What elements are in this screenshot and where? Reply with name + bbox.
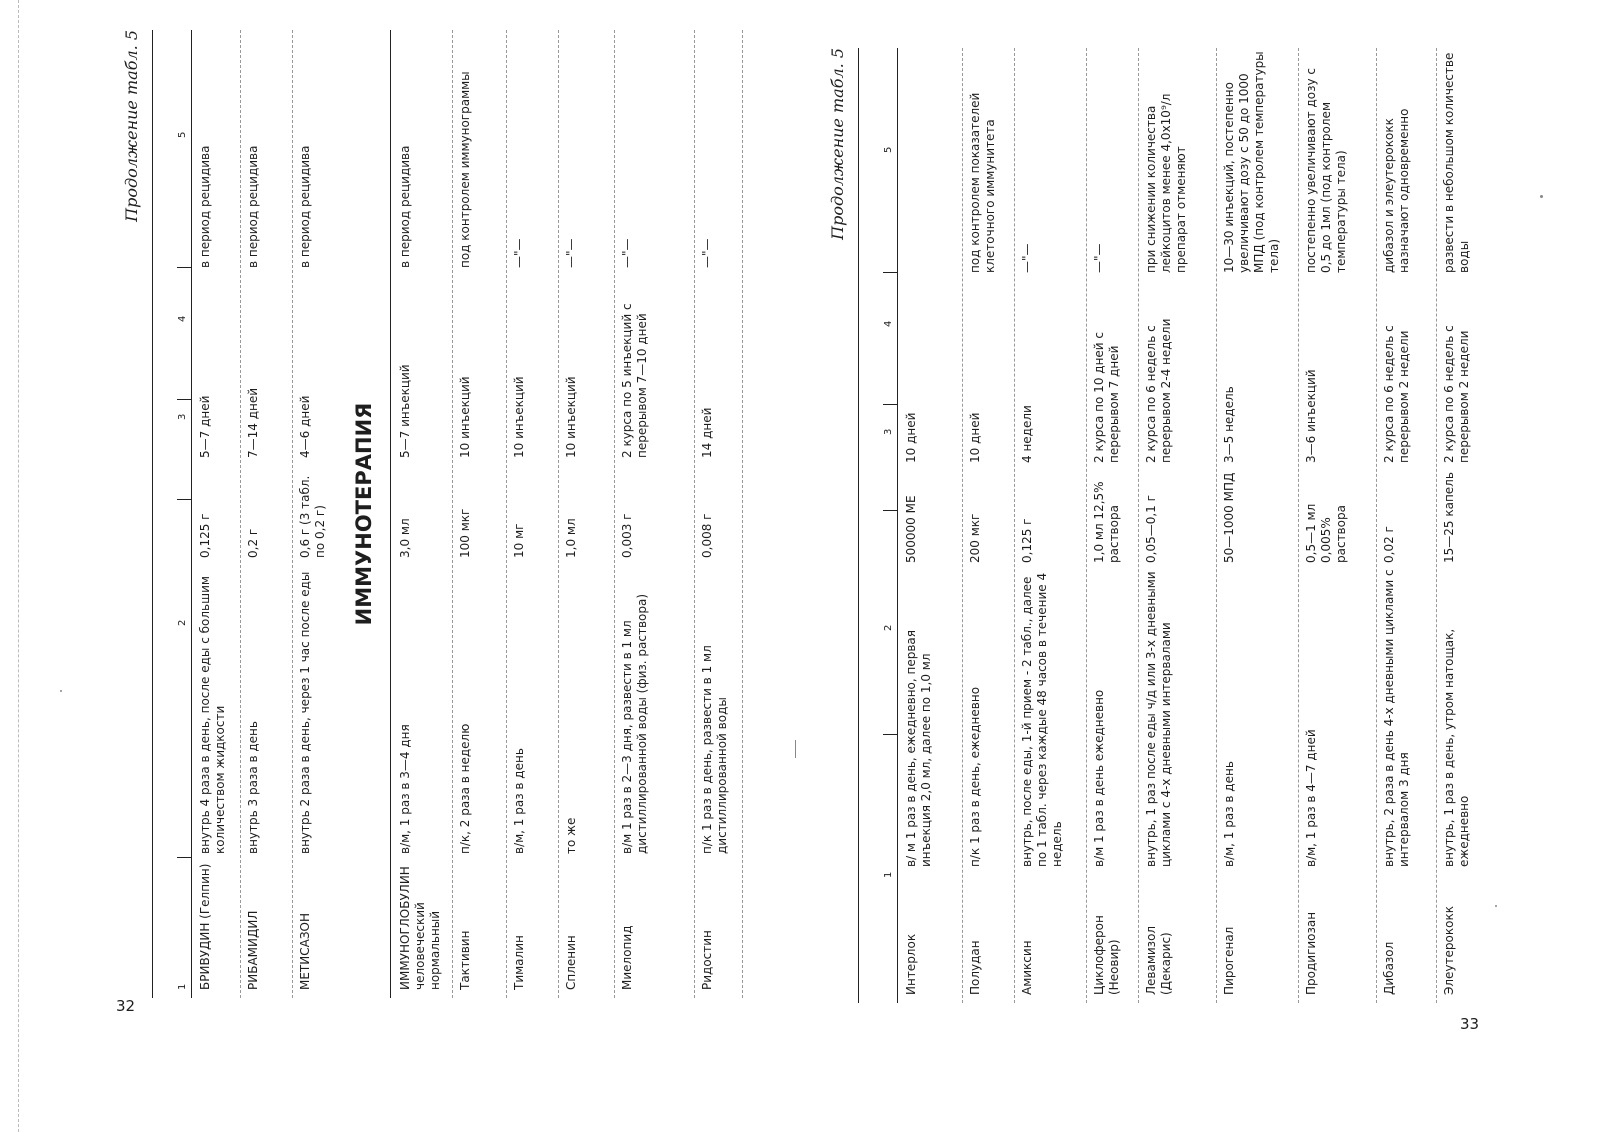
cell-drug: Тактивин (458, 930, 472, 990)
cell-drug: Амиксин (1020, 940, 1034, 995)
cell-route: в/м 1 раз в день ежедневно (1092, 689, 1106, 867)
scan-speck (1495, 905, 1497, 907)
table-row (292, 30, 346, 998)
header-col-5: 5 (883, 146, 894, 153)
cell-dose: 0,02 г (1382, 526, 1396, 563)
table-row (1014, 48, 1087, 1003)
cell-notes: под контролем показателей клеточного иммунитета (968, 92, 997, 273)
cell-duration: 5—7 инъекций (398, 364, 412, 458)
cell-duration: 14 дней (700, 407, 714, 458)
header-col-2: 2 (883, 624, 894, 631)
cell-notes: —"— (700, 238, 714, 268)
cell-duration: 5—7 дней (198, 395, 212, 458)
cell-drug: РИБАМИДИЛ (246, 910, 260, 990)
cell-route: в/м, 1 раз в день (512, 748, 526, 854)
cell-notes: в период рецидива (198, 145, 212, 268)
cell-notes: —"— (564, 238, 578, 268)
cell-dose: 3,0 мл (398, 518, 412, 558)
cell-notes: 10—30 инъекций, постепенно увеличивают дозу с 50 до 1000 МПД (под контролем температуры тела) (1222, 51, 1281, 273)
table-header (152, 30, 192, 998)
cell-route: п/к, 2 раза в неделю (458, 723, 472, 854)
cell-drug: Миелопид (620, 925, 634, 990)
cell-notes: в период рецидива (246, 145, 260, 268)
header-col-1: 1 (883, 871, 894, 878)
section-heading: ИММУНОТЕРАПИЯ (352, 402, 376, 626)
header-col-1: 1 (177, 983, 188, 990)
scan-speck (795, 740, 796, 758)
cell-route: внутрь 2 раза в день, через 1 час после еды (298, 571, 312, 854)
cell-duration: 10 инъекций (512, 376, 526, 458)
cell-dose: 15—25 капель (1442, 472, 1456, 563)
cell-dose: 1,0 мл (564, 518, 578, 558)
table-caption: Продолжение табл. 5 (828, 48, 847, 240)
cell-notes: —"— (512, 238, 526, 268)
header-col-4: 4 (177, 315, 188, 322)
page-number-left: 32 (116, 997, 136, 1015)
cell-drug: Пирогенал (1222, 926, 1236, 995)
cell-notes: —"— (620, 238, 634, 268)
cell-route: п/к 1 раз в день, развести в 1 мл дистиллированной воды (700, 645, 729, 854)
cell-drug: Продигиозан (1304, 911, 1318, 995)
cell-notes: —"— (1092, 243, 1106, 273)
cell-route: внутрь, 2 раза в день 4-х дневными циклами с интервалом 3 дня (1382, 569, 1411, 867)
table-row (392, 30, 453, 998)
table-row (1216, 48, 1299, 1003)
table-row (1436, 48, 1471, 1003)
table-row (558, 30, 615, 998)
cell-duration: 7—14 дней (246, 387, 260, 458)
scan-margin-line (18, 0, 19, 1132)
cell-duration: 4—6 дней (298, 395, 312, 458)
cell-dose: 0,2 г (246, 528, 260, 558)
header-col-5: 5 (177, 131, 188, 138)
cell-dose: 50—1000 МПД (1222, 472, 1236, 563)
cell-dose: 0,5—1 мл 0,005% раствора (1304, 503, 1348, 563)
scan-speck (1540, 195, 1543, 198)
cell-route: внутрь, 1 раз после еды ч/д или 3-х дневными циклами с 4-х дневными интервалами (1144, 571, 1173, 867)
cell-duration: 2 курса по 5 инъекций с перерывом 7—10 дней (620, 303, 649, 458)
cell-drug: Ридостин (700, 930, 714, 990)
table-row (192, 30, 241, 998)
cell-route: внутрь, после еды, 1-й прием - 2 табл., далее по 1 табл. через каждые 48 часов в течение 4 недель (1020, 572, 1064, 867)
page-number-right: 33 (1460, 1015, 1480, 1033)
cell-drug: Тималин (512, 935, 526, 990)
cell-duration: 10 инъекций (564, 376, 578, 458)
table-row (1298, 48, 1377, 1003)
table-row (506, 30, 559, 998)
cell-route: внутрь 4 раза в день, после еды с большим количеством жидкости (198, 576, 227, 854)
header-col-2: 2 (177, 619, 188, 626)
table-row (962, 48, 1015, 1003)
cell-duration: 2 курса по 6 недель с перерывом 2 недели (1382, 325, 1411, 463)
cell-dose: 500000 МЕ (904, 495, 918, 563)
cell-dose: 10 мг (512, 523, 526, 558)
table-row (1086, 48, 1139, 1003)
cell-notes: при снижении количества лейкоцитов менее 4,0х10⁹/л препарат отменяют (1144, 93, 1188, 273)
cell-notes: в период рецидива (398, 145, 412, 268)
table-row (694, 30, 743, 998)
cell-route: в/м 1 раз в 2—3 дня, развести в 1 мл дистиллированной воды (физ. раствора) (620, 593, 649, 854)
cell-route: в/м, 1 раз в 4—7 дней (1304, 729, 1318, 867)
table-row (452, 30, 507, 998)
cell-duration: 4 недели (1020, 405, 1034, 463)
table-row (898, 48, 963, 1003)
cell-drug: МЕТИСАЗОН (298, 913, 312, 990)
header-col-3: 3 (883, 428, 894, 435)
cell-route: в/м, 1 раз в день (1222, 761, 1236, 867)
cell-dose: 0,6 г (3 табл. по 0,2 г) (298, 475, 327, 558)
cell-drug: Левамизол (Декарис) (1144, 925, 1173, 995)
cell-drug: Циклоферон (Неовир) (1092, 915, 1121, 995)
cell-notes: развести в небольшом количестве воды (1442, 52, 1471, 273)
cell-dose: 0,05—0,1 г (1144, 495, 1158, 563)
cell-drug: Интерлок (904, 933, 918, 995)
cell-dose: 0,003 г (620, 513, 634, 558)
cell-duration: 10 дней (968, 412, 982, 463)
header-col-4: 4 (883, 320, 894, 327)
cell-drug: БРИВУДИН (Гелпин) (198, 863, 212, 990)
cell-route: в/м, 1 раз в 3—4 дня (398, 724, 412, 854)
table-row (1376, 48, 1437, 1003)
cell-dose: 0,008 г (700, 513, 714, 558)
cell-duration: 3—5 недель (1222, 386, 1236, 463)
cell-notes: в период рецидива (298, 145, 312, 268)
cell-drug: Полудан (968, 940, 982, 995)
cell-drug: Дибазол (1382, 941, 1396, 995)
cell-duration: 10 дней (904, 412, 918, 463)
cell-duration: 10 инъекций (458, 376, 472, 458)
cell-drug: Элеутерококк (1442, 906, 1456, 995)
cell-notes: дибазол и элеутерококк назначают одновременно (1382, 108, 1411, 273)
cell-drug: ИММУНОГЛОБУЛИН человеческий нормальный (398, 866, 442, 990)
header-col-3: 3 (177, 413, 188, 420)
cell-duration: 2 курса по 6 недель с перерывом 2 недели (1442, 325, 1471, 463)
page-right (828, 48, 1471, 1003)
cell-route: п/к 1 раз в день, ежедневно (968, 686, 982, 867)
cell-route: то же (564, 817, 578, 854)
table-header (858, 48, 898, 1003)
cell-duration: 2 курса по 10 дней с перерывом 7 дней (1092, 331, 1121, 463)
scan-speck (60, 690, 62, 692)
cell-dose: 100 мкг (458, 508, 472, 558)
cell-notes: —"— (1020, 243, 1034, 273)
cell-route: внутрь, 1 раз в день, утром натощак, ежедневно (1442, 628, 1471, 867)
page-left (122, 30, 742, 998)
cell-notes: постепенно увеличивают дозу с 0,5 до 1мл (под контролем температуры тела) (1304, 67, 1348, 273)
table-row (1138, 48, 1217, 1003)
table-row (614, 30, 695, 998)
cell-route: внутрь 3 раза в день (246, 721, 260, 854)
cell-duration: 2 курса по 6 недель с перерывом 2-4 недели (1144, 318, 1173, 463)
cell-notes: под контролем иммунограммы (458, 71, 472, 268)
cell-drug: Спленин (564, 935, 578, 990)
cell-dose: 0,125 г (1020, 518, 1034, 563)
cell-duration: 3—6 инъекций (1304, 369, 1318, 463)
cell-dose: 0,125 г (198, 513, 212, 558)
cell-dose: 1,0 мл 12,5% раствора (1092, 481, 1121, 563)
cell-dose: 200 мкг (968, 513, 982, 563)
cell-route: в/ м 1 раз в день, ежедневно, первая инъекция 2,0 мл, далее по 1,0 мл (904, 629, 933, 867)
table-row (240, 30, 293, 998)
table-caption: Продолжение табл. 5 (122, 30, 141, 222)
